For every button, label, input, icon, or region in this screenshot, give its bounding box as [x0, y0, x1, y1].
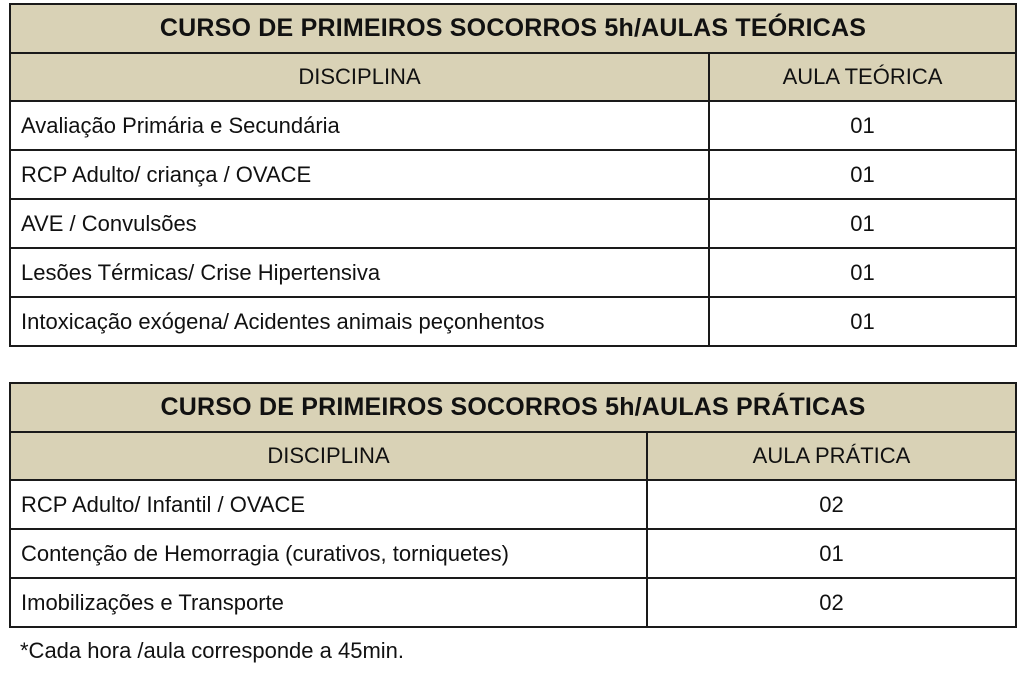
class-count: 01 — [709, 101, 1016, 150]
theory-table-title: CURSO DE PRIMEIROS SOCORROS 5h/AULAS TEÓRICAS — [10, 4, 1016, 53]
class-count: 02 — [647, 480, 1016, 529]
practice-table-title: CURSO DE PRIMEIROS SOCORROS 5h/AULAS PRÁTICAS — [10, 383, 1016, 432]
class-count: 01 — [709, 297, 1016, 346]
class-count: 01 — [709, 150, 1016, 199]
class-count: 01 — [647, 529, 1016, 578]
discipline-name: Imobilizações e Transporte — [10, 578, 647, 627]
table-row — [10, 248, 1016, 297]
table-row — [10, 480, 1016, 529]
discipline-name: Contenção de Hemorragia (curativos, torniquetes) — [10, 529, 647, 578]
table-row — [10, 150, 1016, 199]
table-row — [10, 199, 1016, 248]
footnote: *Cada hora /aula corresponde a 45min. — [20, 638, 405, 663]
theory-header-discipline: DISCIPLINA — [10, 53, 709, 101]
theory-table — [9, 3, 1017, 347]
practice-header-value: AULA PRÁTICA — [647, 432, 1016, 480]
discipline-name: Intoxicação exógena/ Acidentes animais peçonhentos — [10, 297, 709, 346]
discipline-name: RCP Adulto/ Infantil / OVACE — [10, 480, 647, 529]
discipline-name: AVE / Convulsões — [10, 199, 709, 248]
discipline-name: Avaliação Primária e Secundária — [10, 101, 709, 150]
discipline-name: Lesões Térmicas/ Crise Hipertensiva — [10, 248, 709, 297]
theory-header-value: AULA TEÓRICA — [709, 53, 1016, 101]
table-row — [10, 529, 1016, 578]
discipline-name: RCP Adulto/ criança / OVACE — [10, 150, 709, 199]
class-count: 02 — [647, 578, 1016, 627]
table-row — [10, 297, 1016, 346]
table-row — [10, 578, 1016, 627]
practice-header-discipline: DISCIPLINA — [10, 432, 647, 480]
practice-table — [9, 382, 1017, 628]
class-count: 01 — [709, 199, 1016, 248]
class-count: 01 — [709, 248, 1016, 297]
table-row — [10, 101, 1016, 150]
